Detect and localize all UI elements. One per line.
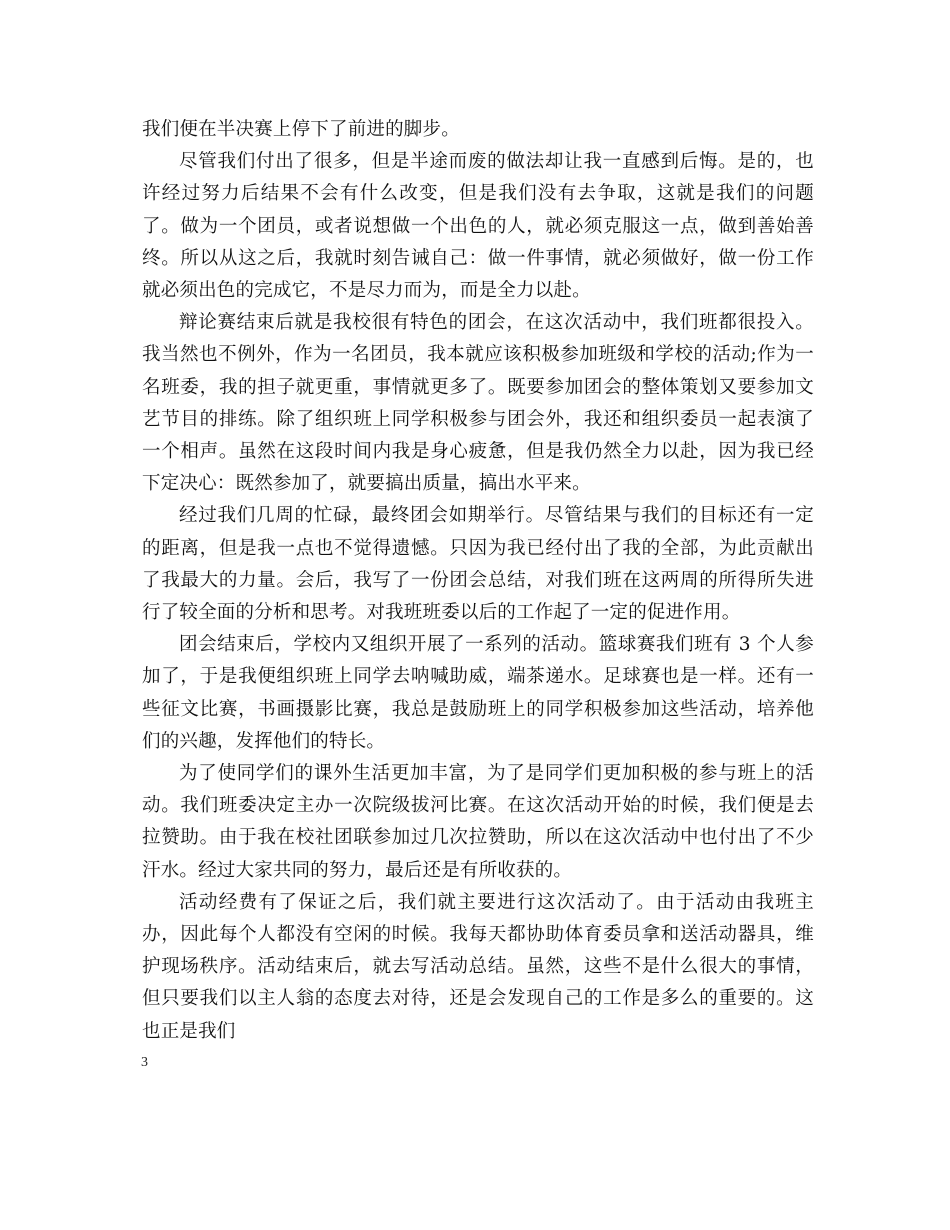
paragraph-7: 活动经费有了保证之后，我们就主要进行这次活动了。由于活动由我班主办，因此每个人都没有空闲的时候。我每天都协助体育委员拿和送活动器具，维护现场秩序。活动结束后，就去写活动总结。虽然，这些不是什么很大的事情，但只要我们以主人翁的态度去对待，还是会发现自己的工作是多么的重要的。这也正是我们 <box>142 891 814 1042</box>
paragraph-4: 经过我们几周的忙碌，最终团会如期举行。尽管结果与我们的目标还有一定的距离，但是我一点也不觉得遗憾。只因为我已经付出了我的全部，为此贡献出了我最大的力量。会后，我写了一份团会总结，对我们班在这两周的所得所失进行了较全面的分析和思考。对我班班委以后的工作起了一定的促进作用。 <box>142 505 814 624</box>
paragraph-3: 辩论赛结束后就是我校很有特色的团会，在这次活动中，我们班都很投入。我当然也不例外，作为一名团员，我本就应该积极参加班级和学校的活动;作为一名班委，我的担子就更重，事情就更多了。既要参加团会的整体策划又要参加文艺节目的排练。除了组织班上同学积极参与团会外，我还和组织委员一起表演了一个相声。虽然在这段时间内我是身心疲惫，但是我仍然全力以赴，因为我已经下定决心：既然参加了，就要搞出质量，搞出水平来。 <box>142 312 814 495</box>
body-text <box>142 114 814 1048</box>
paragraph-5: 团会结束后，学校内又组织开展了一系列的活动。篮球赛我们班有 3 个人参加了，于是我便组织班上同学去呐喊助威，端茶递水。足球赛也是一样。还有一些征文比赛，书画摄影比赛，我总是鼓励班上的同学积极参加这些活动，培养他们的兴趣，发挥他们的特长。 <box>142 634 814 752</box>
paragraph-1: 我们便在半决赛上停下了前进的脚步。 <box>142 119 460 140</box>
page-number: 3 <box>141 1055 148 1070</box>
paragraph-2: 尽管我们付出了很多，但是半途而废的做法却让我一直感到后悔。是的，也许经过努力后结果不会有什么改变，但是我们没有去争取，这就是我们的问题了。做为一个团员，或者说想做一个出色的人，就必须克服这一点，做到善始善终。所以从这之后，我就时刻告诫自己：做一件事情，就必须做好，做一份工作就必须出色的完成它，不是尽力而为，而是全力以赴。 <box>142 151 814 302</box>
paragraph-6: 为了使同学们的课外生活更加丰富，为了是同学们更加积极的参与班上的活动。我们班委决定主办一次院级拔河比赛。在这次活动开始的时候，我们便是去拉赞助。由于我在校社团联参加过几次拉赞助，所以在这次活动中也付出了不少汗水。经过大家共同的努力，最后还是有所收获的。 <box>142 763 814 881</box>
